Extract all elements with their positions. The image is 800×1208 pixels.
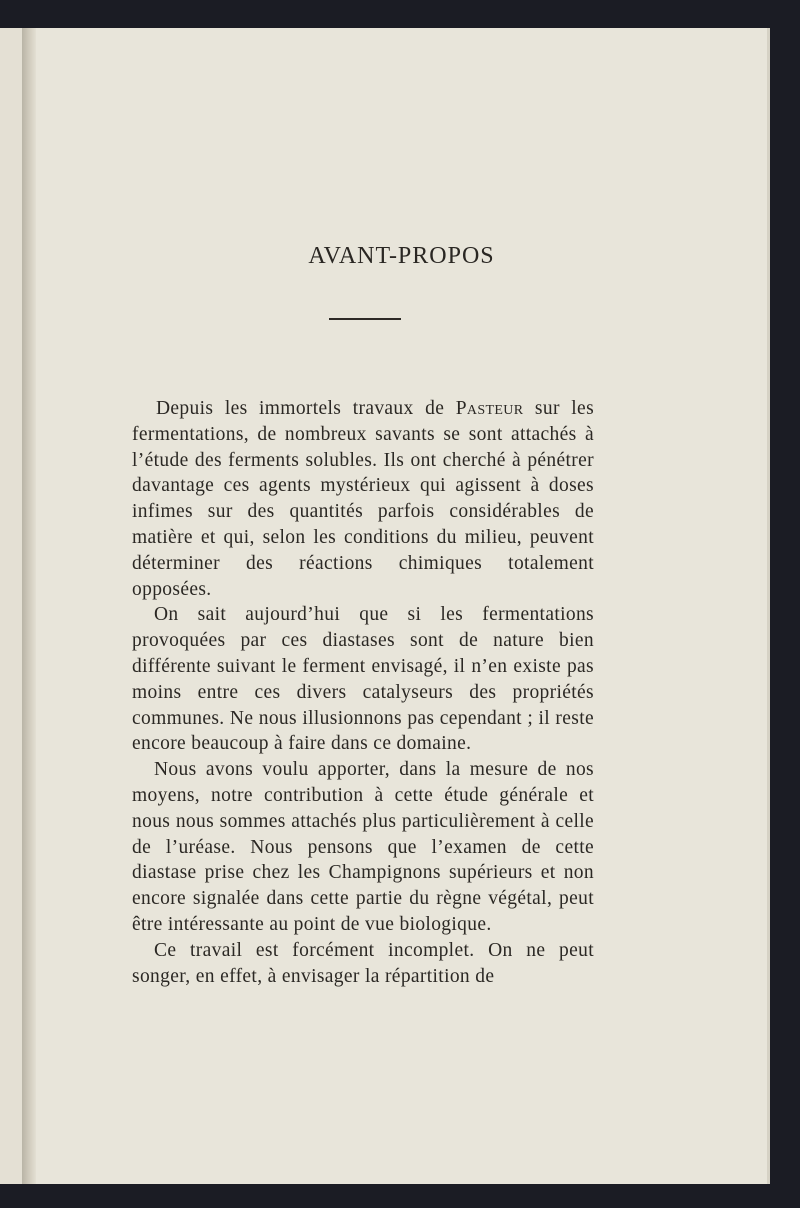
book-page	[36, 28, 767, 1184]
paragraph-1-end: sur les fermentations, de nombreux savants se sont attachés à l’étude des ferments solubles. Ils ont cherché à pénétrer davantage ces agents mystérieux qui agissent à doses infimes sur des quantités parfois considérables de matière et qui, selon les conditions du milieu, peuvent déterminer des réactions chimiques totalement opposées.	[132, 398, 595, 600]
paragraph-1	[132, 396, 594, 602]
body-text	[132, 396, 594, 989]
author-name-pasteur: Pasteur	[455, 398, 524, 419]
paragraph-1-start: Depuis les immortels travaux de	[156, 398, 456, 419]
paragraph-4: Ce travail est forcément incomplet. On ne peut songer, en effet, à envisager la répartition de	[132, 939, 594, 987]
paragraph-2: On sait aujourd’hui que si les fermentations provoquées par ces diastases sont de nature bien différente suivant le ferment envisagé, il n’en existe pas moins entre ces divers catalyseurs des propriétés communes. Ne nous illusionnons pas cependant ; il reste encore beaucoup à faire dans ce domaine.	[132, 604, 594, 755]
page-title: AVANT-PROPOS	[308, 243, 495, 269]
paragraph-3: Nous avons voulu apporter, dans la mesure de nos moyens, notre contribution à cette étude générale et nous nous sommes attachés plus particulièrement à celle de l’uréase. Nous pensons que l’examen de cette diastase prise chez les Champignons supérieurs et non encore signalée dans cette partie du règne végétal, peut être intéressante au point de vue biologique.	[132, 759, 594, 935]
book-gutter	[22, 28, 36, 1184]
page-edge	[767, 28, 770, 1184]
facing-page-edge	[0, 28, 22, 1184]
title-rule	[329, 318, 401, 320]
